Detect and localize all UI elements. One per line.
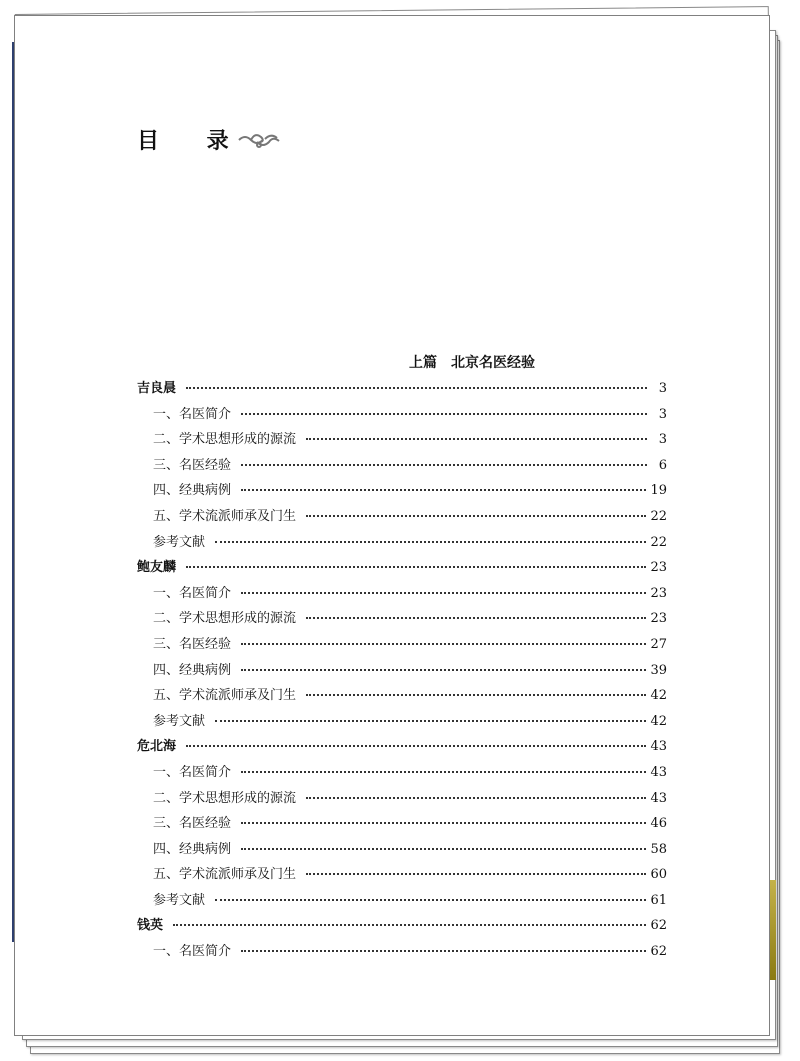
- toc-entry-label: 五、学术流派师承及门生: [153, 688, 297, 704]
- toc-entry-label: 五、学术流派师承及门生: [153, 508, 297, 524]
- toc-entry-label: 危北海: [137, 739, 177, 755]
- toc-entry-label: 参考文献: [153, 534, 206, 550]
- toc-page: [14, 15, 770, 1036]
- dot-leader: [241, 771, 646, 773]
- part-heading: 上篇 北京名医经验: [409, 355, 535, 371]
- dot-leader: [215, 541, 646, 543]
- toc-entry[interactable]: [137, 505, 667, 531]
- toc-entry[interactable]: [137, 556, 667, 582]
- dot-leader: [241, 822, 646, 824]
- page-title: [137, 124, 281, 155]
- toc-entry-page: 22: [650, 534, 667, 550]
- toc-entry[interactable]: [137, 403, 667, 429]
- toc-entry-page: 3: [658, 432, 667, 448]
- toc-entry-page: 46: [650, 816, 667, 832]
- toc-entry-page: 39: [650, 662, 667, 678]
- dot-leader: [241, 848, 646, 850]
- dot-leader: [241, 489, 646, 491]
- toc-entry[interactable]: [137, 454, 667, 480]
- dot-leader: [186, 566, 646, 568]
- toc-entry-page: 58: [650, 841, 667, 857]
- toc-entry[interactable]: [137, 684, 667, 710]
- toc-entry-page: 62: [650, 944, 667, 960]
- toc-entry-label: 三、名医经验: [153, 457, 232, 473]
- toc-entry-label: 一、名医简介: [153, 406, 232, 422]
- dot-leader: [306, 694, 646, 696]
- toc-entry-label: 鲍友麟: [137, 560, 177, 576]
- toc-entry-page: 43: [650, 790, 667, 806]
- toc-entry[interactable]: [137, 428, 667, 454]
- toc-entry-label: 四、经典病例: [153, 841, 232, 857]
- toc-entry-label: 三、名医经验: [153, 636, 232, 652]
- ornament-icon: [237, 130, 281, 150]
- toc-entry[interactable]: [137, 735, 667, 761]
- toc-list: [137, 377, 667, 966]
- toc-entry[interactable]: [137, 838, 667, 864]
- toc-entry-page: 43: [650, 739, 667, 755]
- toc-entry[interactable]: [137, 787, 667, 813]
- toc-entry-label: 二、学术思想形成的源流: [153, 790, 297, 806]
- toc-entry-page: 27: [650, 636, 667, 652]
- toc-entry-page: 22: [650, 508, 667, 524]
- toc-entry-label: 四、经典病例: [153, 662, 232, 678]
- toc-entry-label: 钱英: [137, 918, 164, 934]
- dot-leader: [241, 464, 647, 466]
- toc-entry-page: 23: [650, 560, 667, 576]
- toc-entry[interactable]: [137, 582, 667, 608]
- dot-leader: [215, 720, 646, 722]
- dot-leader: [306, 515, 646, 517]
- toc-entry-page: 3: [658, 406, 667, 422]
- toc-entry-page: 19: [650, 483, 667, 499]
- toc-entry[interactable]: [137, 761, 667, 787]
- toc-entry-page: 42: [650, 713, 667, 729]
- toc-entry-page: 62: [650, 918, 667, 934]
- toc-entry[interactable]: [137, 812, 667, 838]
- toc-entry-label: 四、经典病例: [153, 483, 232, 499]
- dot-leader: [241, 643, 646, 645]
- toc-entry-page: 23: [650, 611, 667, 627]
- toc-entry-label: 二、学术思想形成的源流: [153, 432, 297, 448]
- toc-entry[interactable]: [137, 531, 667, 557]
- toc-entry-label: 一、名医简介: [153, 585, 232, 601]
- toc-entry-label: 一、名医简介: [153, 764, 232, 780]
- toc-entry-page: 6: [658, 457, 667, 473]
- toc-entry[interactable]: [137, 863, 667, 889]
- toc-entry-label: 参考文献: [153, 892, 206, 908]
- dot-leader: [241, 592, 646, 594]
- title-text: 目 录: [137, 128, 249, 154]
- toc-entry-page: 3: [658, 381, 667, 396]
- toc-entry-label: 二、学术思想形成的源流: [153, 611, 297, 627]
- toc-entry[interactable]: [137, 377, 667, 403]
- toc-entry[interactable]: [137, 914, 667, 940]
- toc-entry[interactable]: [137, 940, 667, 966]
- dot-leader: [186, 387, 647, 389]
- dot-leader: [215, 899, 646, 901]
- dot-leader: [306, 873, 646, 875]
- dot-leader: [306, 617, 646, 619]
- toc-entry[interactable]: [137, 889, 667, 915]
- dot-leader: [173, 924, 646, 926]
- toc-entry[interactable]: [137, 633, 667, 659]
- dot-leader: [241, 669, 646, 671]
- dot-leader: [306, 438, 647, 440]
- toc-entry-page: 42: [650, 688, 667, 704]
- toc-entry[interactable]: [137, 607, 667, 633]
- toc-entry-label: 吉良晨: [137, 381, 177, 396]
- toc-entry-page: 61: [650, 892, 667, 908]
- toc-entry-label: 五、学术流派师承及门生: [153, 867, 297, 883]
- toc-entry[interactable]: [137, 710, 667, 736]
- toc-entry-page: 60: [650, 867, 667, 883]
- dot-leader: [186, 745, 646, 747]
- toc-entry[interactable]: [137, 659, 667, 685]
- dot-leader: [241, 950, 646, 952]
- dot-leader: [306, 797, 646, 799]
- toc-entry-label: 三、名医经验: [153, 816, 232, 832]
- toc-entry-label: 参考文献: [153, 713, 206, 729]
- dot-leader: [241, 413, 647, 415]
- toc-entry-page: 23: [650, 585, 667, 601]
- toc-entry-page: 43: [650, 764, 667, 780]
- toc-entry-label: 一、名医简介: [153, 944, 232, 960]
- toc-entry[interactable]: [137, 479, 667, 505]
